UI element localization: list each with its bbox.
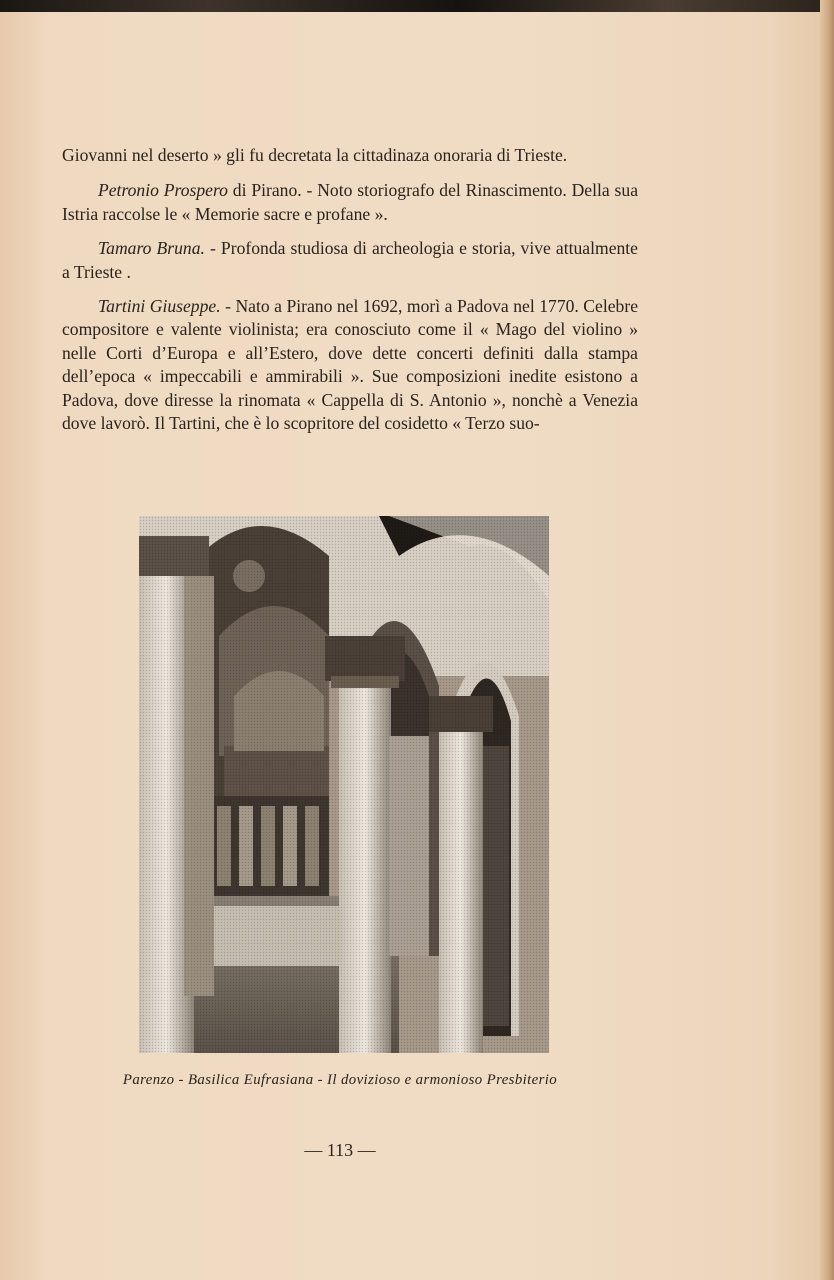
entry-name: Tartini Giuseppe. <box>98 296 221 317</box>
paragraph-tamaro <box>62 237 638 284</box>
page-top-edge <box>0 0 834 12</box>
basilica-illustration <box>139 516 549 1053</box>
page-number: — 113 — <box>304 1140 376 1160</box>
paragraph-text: Giovanni nel deserto » gli fu decretata la cittadinaza onoraria di Trieste. <box>62 145 568 165</box>
entry-name: Petronio Prospero <box>98 180 228 201</box>
body-text <box>62 144 638 446</box>
paragraph-petronio <box>62 179 638 226</box>
paragraph-giovanni <box>62 144 638 167</box>
entry-text: - Profonda studiosa di archeologia e storia, vive attualmente a Trieste . <box>62 238 638 282</box>
basilica-photo <box>139 516 549 1053</box>
entry-text: di Pirano. - Noto storiografo del Rinascimento. Della sua Istria raccolse le « Memorie sacre e profane ». <box>62 180 639 224</box>
entry-name: Tamaro Bruna. <box>98 238 205 259</box>
page-right-edge <box>820 0 834 1280</box>
entry-text: - Nato a Pirano nel 1692, morì a Padova nel 1770. Celebre compositore e valente violinista; era conosciuto come il « Mago del violino » nelle Corti d’Europa e all’Estero, dove dette concerti definiti dalla stampa dell’epoca « impeccabili e ammirabili ». Sue composizioni inedite esistono a Padova, dove diresse la rinomata « Cappella di S. Antonio », nonchè a Venezia dove lavorò. Il Tartini, che è lo scopritore del cosidetto « Terzo suo- <box>62 296 639 434</box>
photo-caption: Parenzo - Basilica Eufrasiana - Il dovizioso e armonioso Presbiterio <box>122 1072 558 1088</box>
paragraph-tartini <box>62 295 638 435</box>
